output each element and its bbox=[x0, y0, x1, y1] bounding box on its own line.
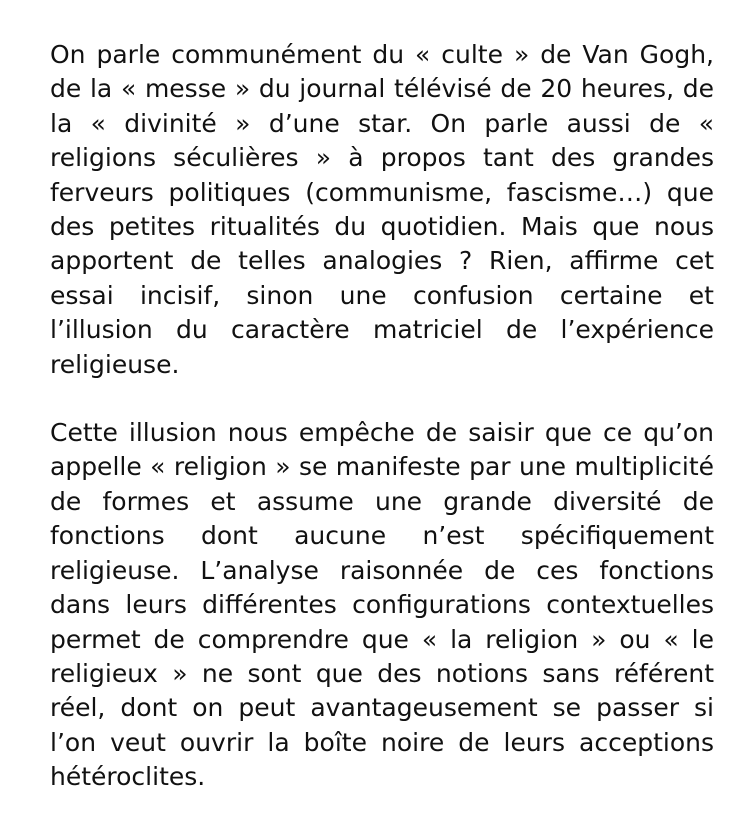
paragraph-1: On parle communément du « culte » de Van Gogh, de la « messe » du journal télévisé de 20 heures, de la « divinité » d’une star. On parle aussi de « religions séculières » à propos tant des grandes ferveurs politiques (communisme, fascisme…) que des petites ritualités du quotidien. Mais que nous apportent de telles analogies ? Rien, affirme cet essai incisif, sinon une confusion certaine et l’illusion du caractère matriciel de l’expérience religieuse. bbox=[50, 40, 714, 379]
paragraph-2: Cette illusion nous empêche de saisir que ce qu’on appelle « religion » se manifeste par une multiplicité de formes et assume une grande diversité de fonctions dont aucune n’est spécifiquement religieuse. L’analyse raisonnée de ces fonctions dans leurs différentes configurations contextuelles permet de comprendre que « la religion » ou « le religieux » ne sont que des notions sans référent réel, dont on peut avantageusement se passer si l’on veut ouvrir la boîte noire de leurs acceptions hétéroclites. bbox=[50, 418, 714, 792]
